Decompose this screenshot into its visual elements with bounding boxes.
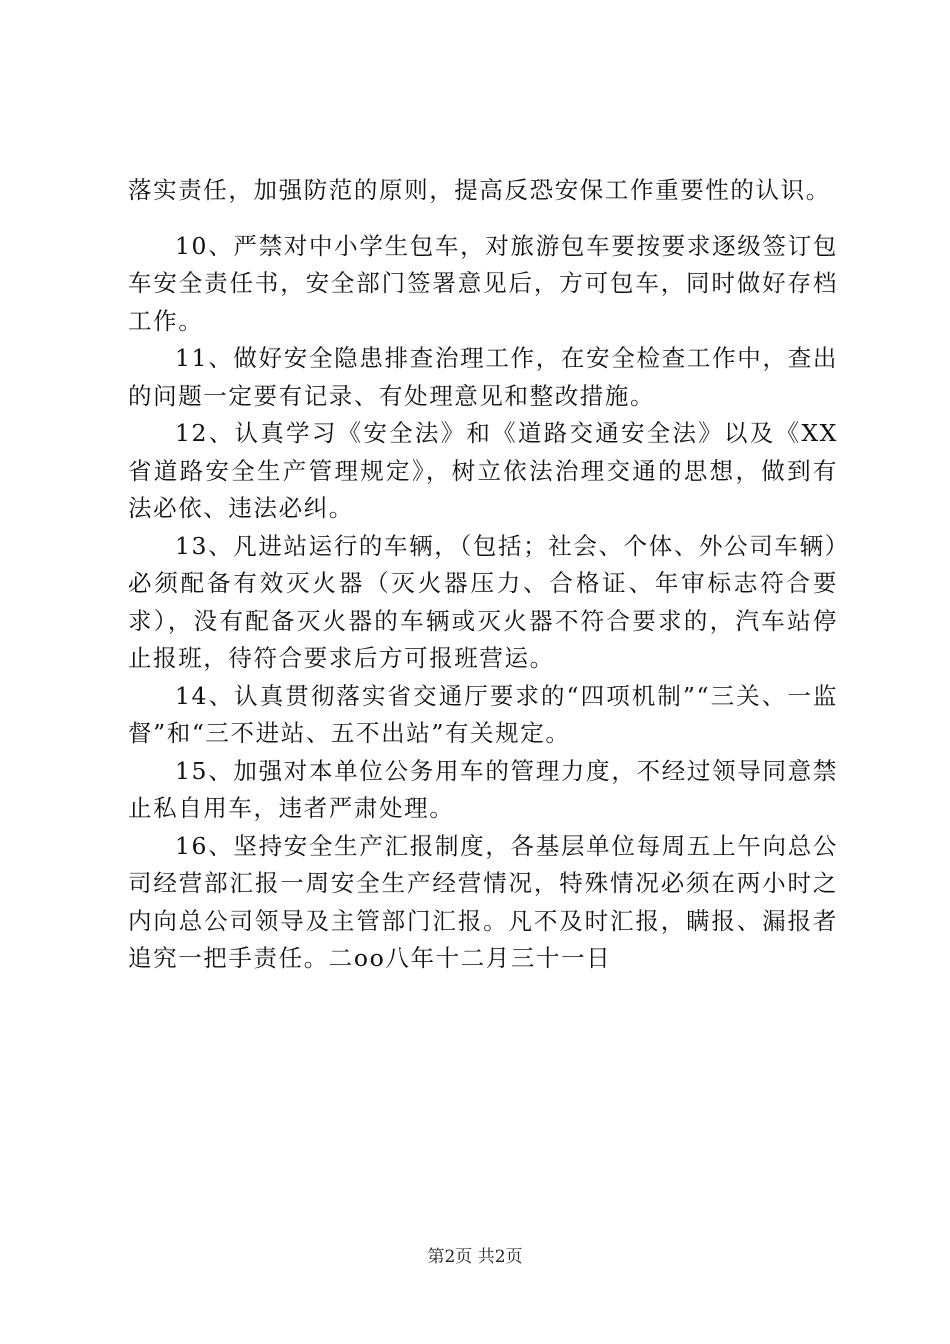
page-footer [0, 1242, 950, 1267]
paragraph-item-12: 12、认真学习《安全法》和《道路交通安全法》以及《XX省道路安全生产管理规定》，树立依法治理交通的思想，做到有法必依、违法必纠。 [128, 419, 838, 522]
lead-line: 落实责任，加强防范的原则，提高反恐安保工作重要性的认识。 [128, 176, 831, 204]
paragraph-item-14: 14、认真贯彻落实省交通厅要求的“四项机制”“三关、一监督”和“三不进站、五不出站”有关规定。 [128, 681, 838, 747]
paragraph-item-16: 16、坚持安全生产汇报制度，各基层单位每周五上午向总公司经营部汇报一周安全生产经营情况，特殊情况必须在两小时之内向总公司领导及主管部门汇报。凡不及时汇报，瞒报、漏报者追究一把手责任。二oo八年十二月三十一日 [128, 831, 838, 972]
paragraph-item-10: 10、严禁对中小学生包车，对旅游包车要按要求逐级签订包车安全责任书，安全部门签署意见后，方可包车，同时做好存档工作。 [128, 231, 838, 335]
paragraph-item-15: 15、加强对本单位公务用车的管理力度，不经过领导同意禁止私自用车，违者严肃处理。 [128, 756, 838, 822]
page-number-label: 第2页 共2页 [427, 1247, 523, 1267]
paragraph-item-13: 13、凡进站运行的车辆，（包括；社会、个体、外公司车辆）必须配备有效灭火器（灭火器压力、合格证、年审标志符合要求），没有配备灭火器的车辆或灭火器不符合要求的，汽车站停止报班，待符合要求后方可报班营运。 [128, 531, 838, 672]
document-body [128, 172, 838, 978]
paragraph-item-11: 11、做好安全隐患排查治理工作，在安全检查工作中，查出的问题一定要有记录、有处理意见和整改措施。 [128, 344, 838, 410]
